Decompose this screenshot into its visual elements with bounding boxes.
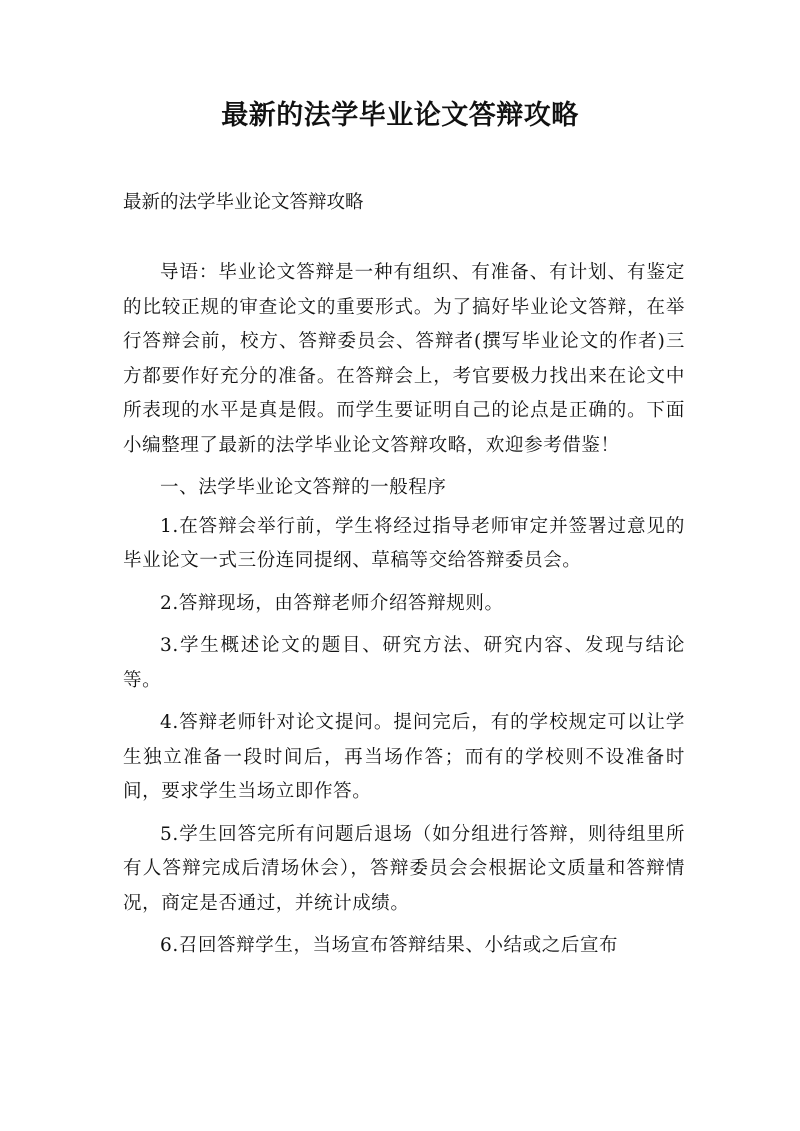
step-paragraph: 2.答辩现场，由答辩老师介绍答辩规则。	[160, 592, 504, 614]
step-paragraph: 6.召回答辩学生，当场宣布答辩结果、小结或之后宣布	[160, 935, 619, 956]
intro-paragraph: 导语：毕业论文答辩是一种有组织、有准备、有计划、有鉴定的比较正规的审查论文的重要形式。为了搞好毕业论文答辩，在举行答辩会前，校方、答辩委员会、答辩者(撰写毕业论文的作者)三方都要作好充分的准备。在答辩会上，考官要极力找出来在论文中所表现的水平是真是假。而学生要证明自己的论点是正确的。下面小编整理了最新的法学毕业论文答辩攻略，欢迎参考借鉴！	[123, 262, 685, 456]
step-paragraph: 5.学生回答完所有问题后退场（如分组进行答辩，则待组里所有人答辩完成后清场休会），答辩委员会会根据论文质量和答辩情况，商定是否通过，并统计成绩。	[123, 823, 685, 914]
step-paragraph: 1.在答辩会举行前，学生将经过指导老师审定并签署过意见的毕业论文一式三份连同提纲、草稿等交给答辩委员会。	[123, 515, 685, 571]
document-subtitle: 最新的法学毕业论文答辩攻略	[123, 192, 364, 213]
document-body	[123, 256, 685, 972]
step-paragraph: 4.答辩老师针对论文提问。提问完后，有的学校规定可以让学生独立准备一段时间后，再当场作答；而有的学校则不设准备时间，要求学生当场立即作答。	[123, 712, 685, 802]
section-heading: 一、法学毕业论文答辩的一般程序	[160, 477, 447, 498]
document-title: 最新的法学毕业论文答辩攻略	[221, 100, 579, 131]
step-paragraph: 3.学生概述论文的题目、研究方法、研究内容、发现与结论等。	[123, 635, 685, 691]
